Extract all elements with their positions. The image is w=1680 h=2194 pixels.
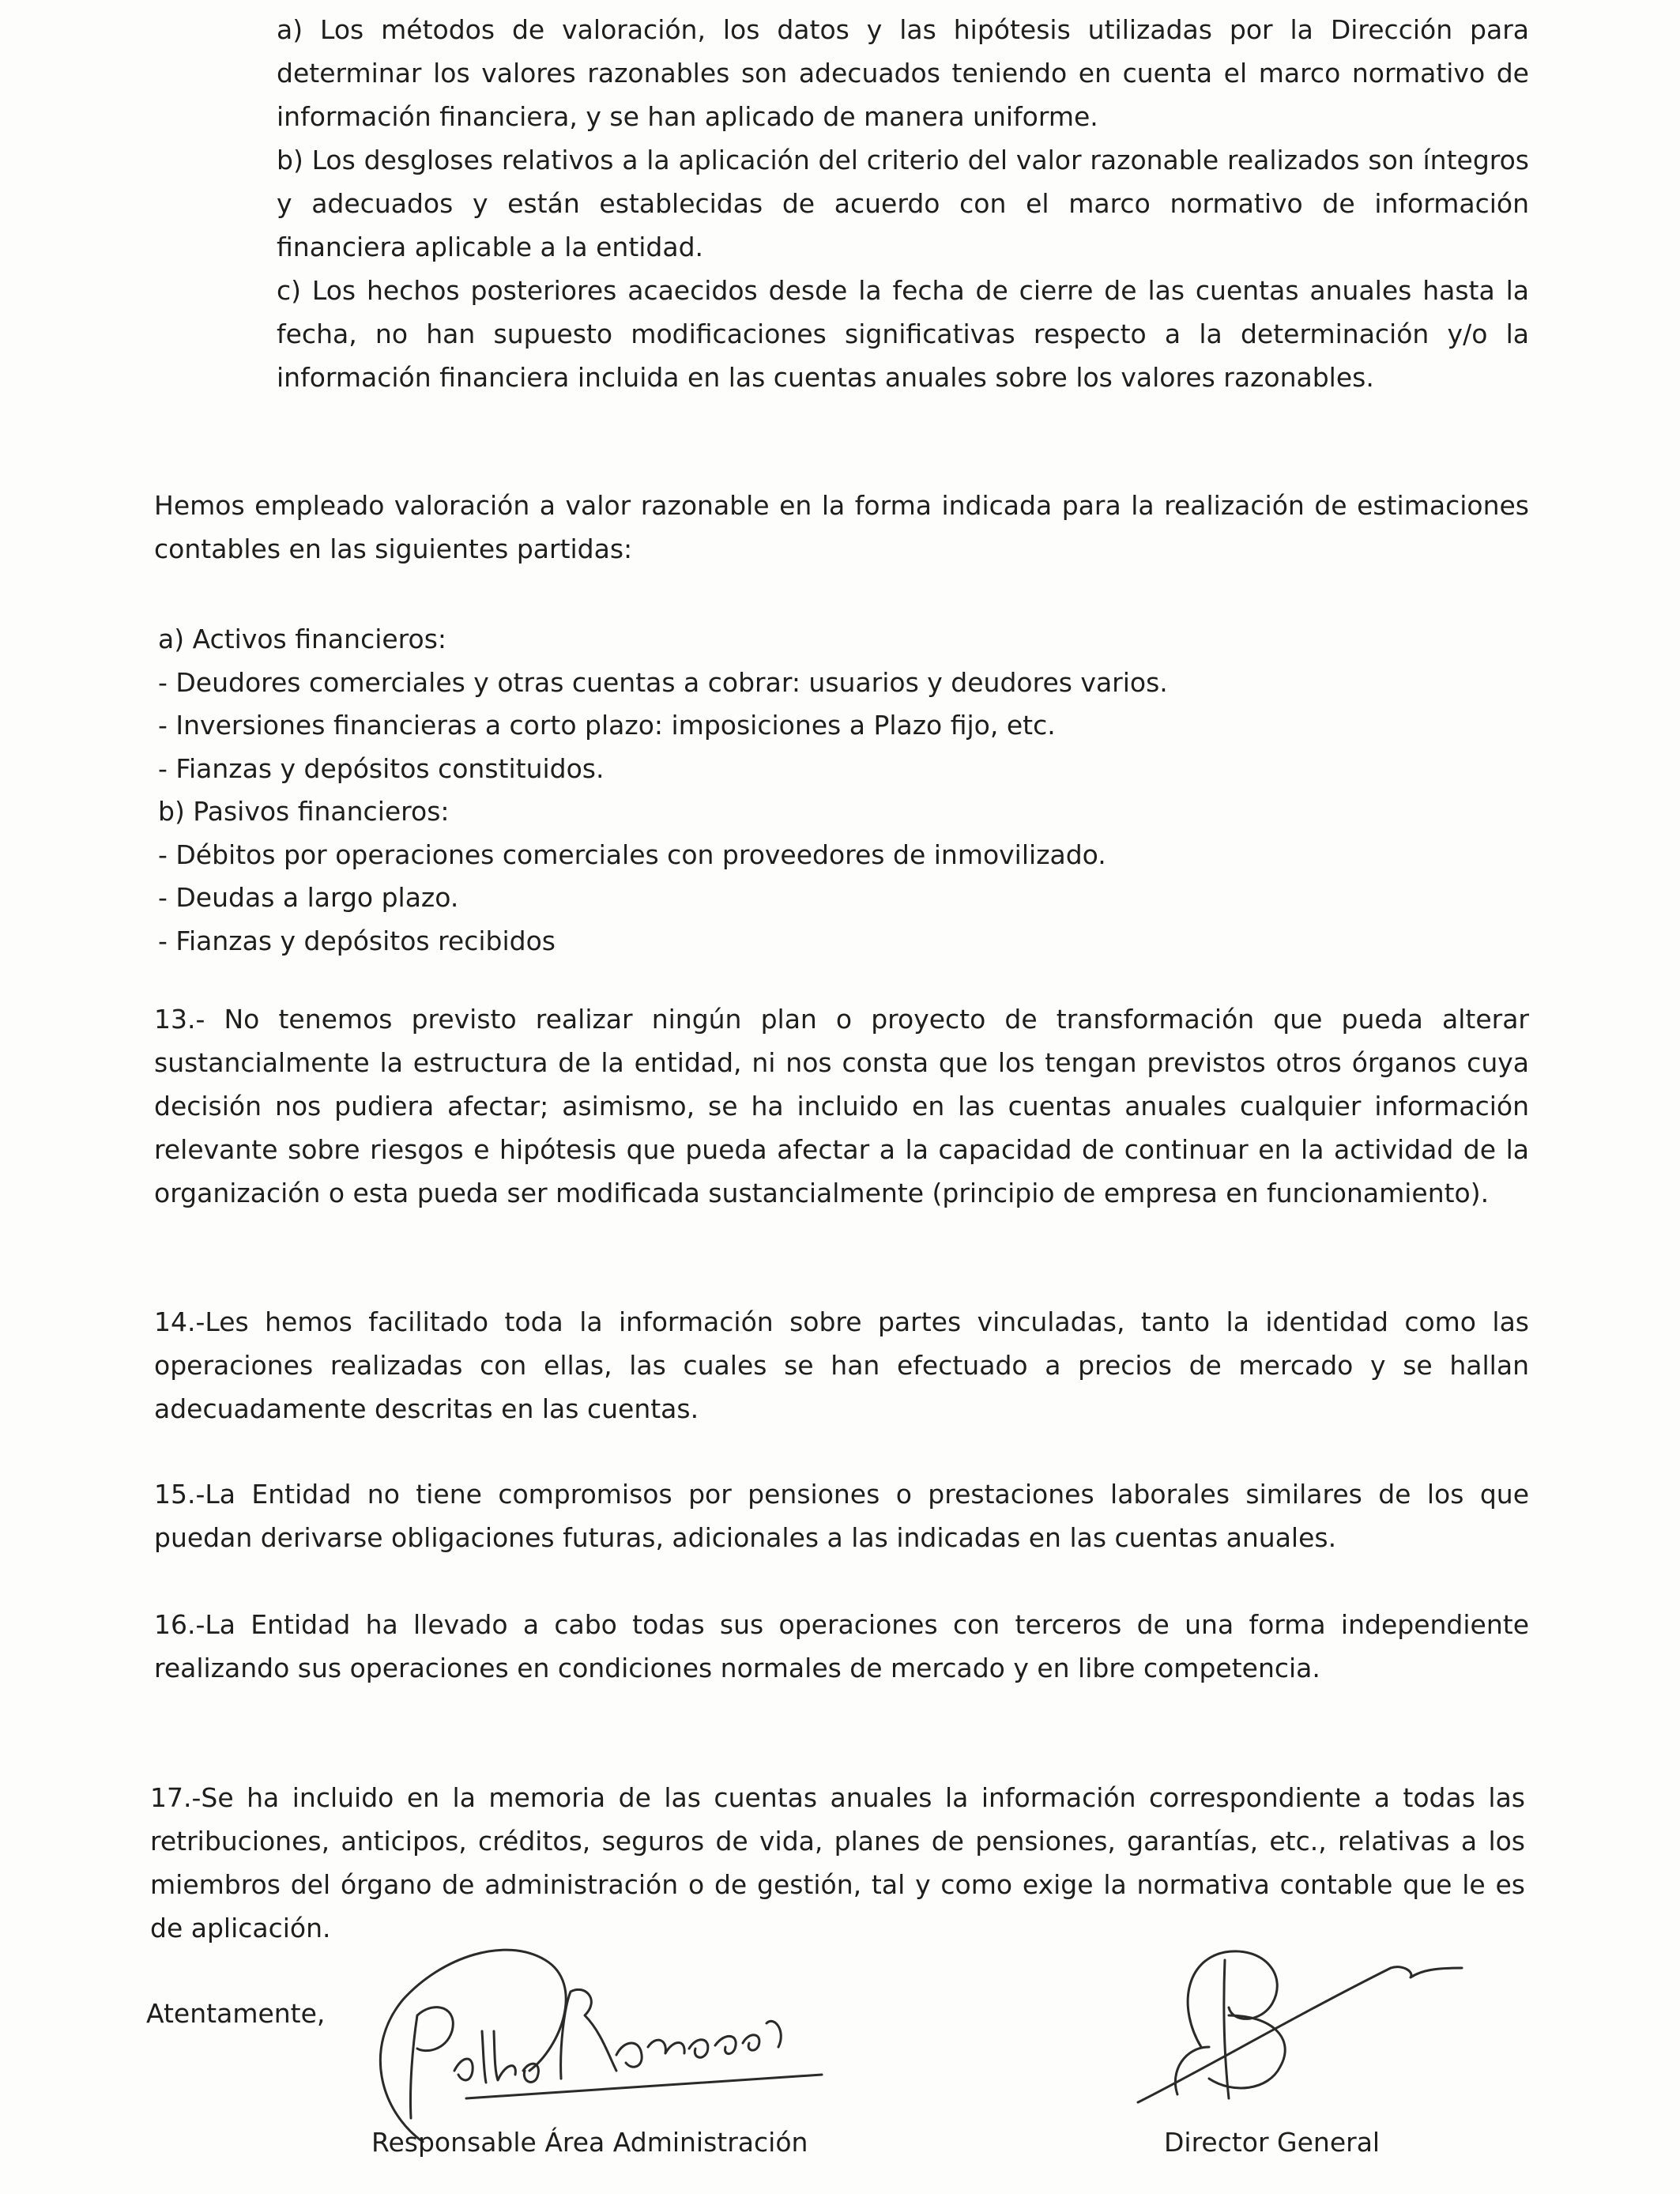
intro-text: Hemos empleado valoración a valor razonable en la forma indicada para la realización de estimaciones contables en las siguientes partidas: xyxy=(154,490,1529,564)
list-line: - Deudores comerciales y otras cuentas a cobrar: usuarios y deudores varios. xyxy=(158,666,1168,698)
director-signature xyxy=(1090,1928,1470,2118)
paragraph-13 xyxy=(154,997,1529,1215)
criteria-item-c: c) Los hechos posteriores acaecidos desde la fecha de cierre de las cuentas anuales hasta la fecha, no han supuesto modificaciones significativas respecto a la determinación y/o la información financiera incluida en las cuentas anuales sobre los valores razonables. xyxy=(277,275,1529,393)
paragraph-17-text: 17.-Se ha incluido en la memoria de las cuentas anuales la información correspondiente a todas las retribuciones, anticipos, créditos, seguros de vida, planes de pensiones, garantías, etc., relativas a los miembros del órgano de administración o de gestión, tal y como exige la normativa contable que le es de aplicación. xyxy=(150,1782,1525,1943)
closing-salutation: Atentamente, xyxy=(146,1998,326,2029)
list-line: - Débitos por operaciones comerciales con proveedores de inmovilizado. xyxy=(158,839,1106,870)
paragraph-14 xyxy=(154,1300,1529,1431)
financial-items-list xyxy=(158,618,1533,963)
director-title: Director General xyxy=(1164,2127,1381,2158)
paragraph-16-text: 16.-La Entidad ha llevado a cabo todas sus operaciones con terceros de una forma independiente realizando sus operaciones en condiciones normales de mercado y en libre competencia. xyxy=(154,1609,1529,1683)
paragraph-16 xyxy=(154,1603,1529,1690)
list-line: - Deudas a largo plazo. xyxy=(158,882,459,913)
list-line: a) Activos financieros: xyxy=(158,624,447,654)
paragraph-15-text: 15.-La Entidad no tiene compromisos por pensiones o prestaciones laborales similares de los que puedan derivarse obligaciones futuras, adicionales a las indicadas en las cuentas anuales. xyxy=(154,1479,1529,1553)
paragraph-15 xyxy=(154,1472,1529,1559)
list-line: - Fianzas y depósitos constituidos. xyxy=(158,752,605,784)
list-line: - Fianzas y depósitos recibidos xyxy=(158,925,556,956)
paragraph-14-text: 14.-Les hemos facilitado toda la información sobre partes vinculadas, tanto la identidad como las operaciones realizadas con ellas, las cuales se han efectuado a precios de mercado y se hallan adecuadamente descritas en las cuentas. xyxy=(154,1306,1529,1424)
administration-title: Responsable Área Administración xyxy=(371,2127,808,2158)
paragraph-13-text: 13.- No tenemos previsto realizar ningún plan o proyecto de transformación que pueda alterar sustancialmente la estructura de la entidad, ni nos consta que los tengan previstos otros órganos cuya decisión nos pudiera afectar; asimismo, se ha incluido en las cuentas anuales cualquier información relevante sobre riesgos e hipótesis que pueda afectar a la capacidad de continuar en la actividad de la organización o esta pueda ser modificada sustancialmente (principio de empresa en funcionamiento). xyxy=(154,1004,1529,1208)
fair-value-intro-paragraph xyxy=(154,484,1529,571)
list-line: - Inversiones financieras a corto plazo: imposiciones a Plazo fijo, etc. xyxy=(158,710,1056,741)
criteria-item-a: a) Los métodos de valoración, los datos y las hipótesis utilizadas por la Dirección para determinar los valores razonables son adecuados teniendo en cuenta el marco normativo de información financiera, y se han aplicado de manera uniforme. xyxy=(277,14,1529,132)
paragraph-17 xyxy=(150,1776,1525,1950)
valuation-criteria-list xyxy=(277,8,1529,399)
list-line: b) Pasivos financieros: xyxy=(158,796,450,827)
criteria-item-b: b) Los desgloses relativos a la aplicación del criterio del valor razonable realizados son íntegros y adecuados y están establecidas de acuerdo con el marco normativo de información financiera aplicable a la entidad. xyxy=(277,145,1529,262)
